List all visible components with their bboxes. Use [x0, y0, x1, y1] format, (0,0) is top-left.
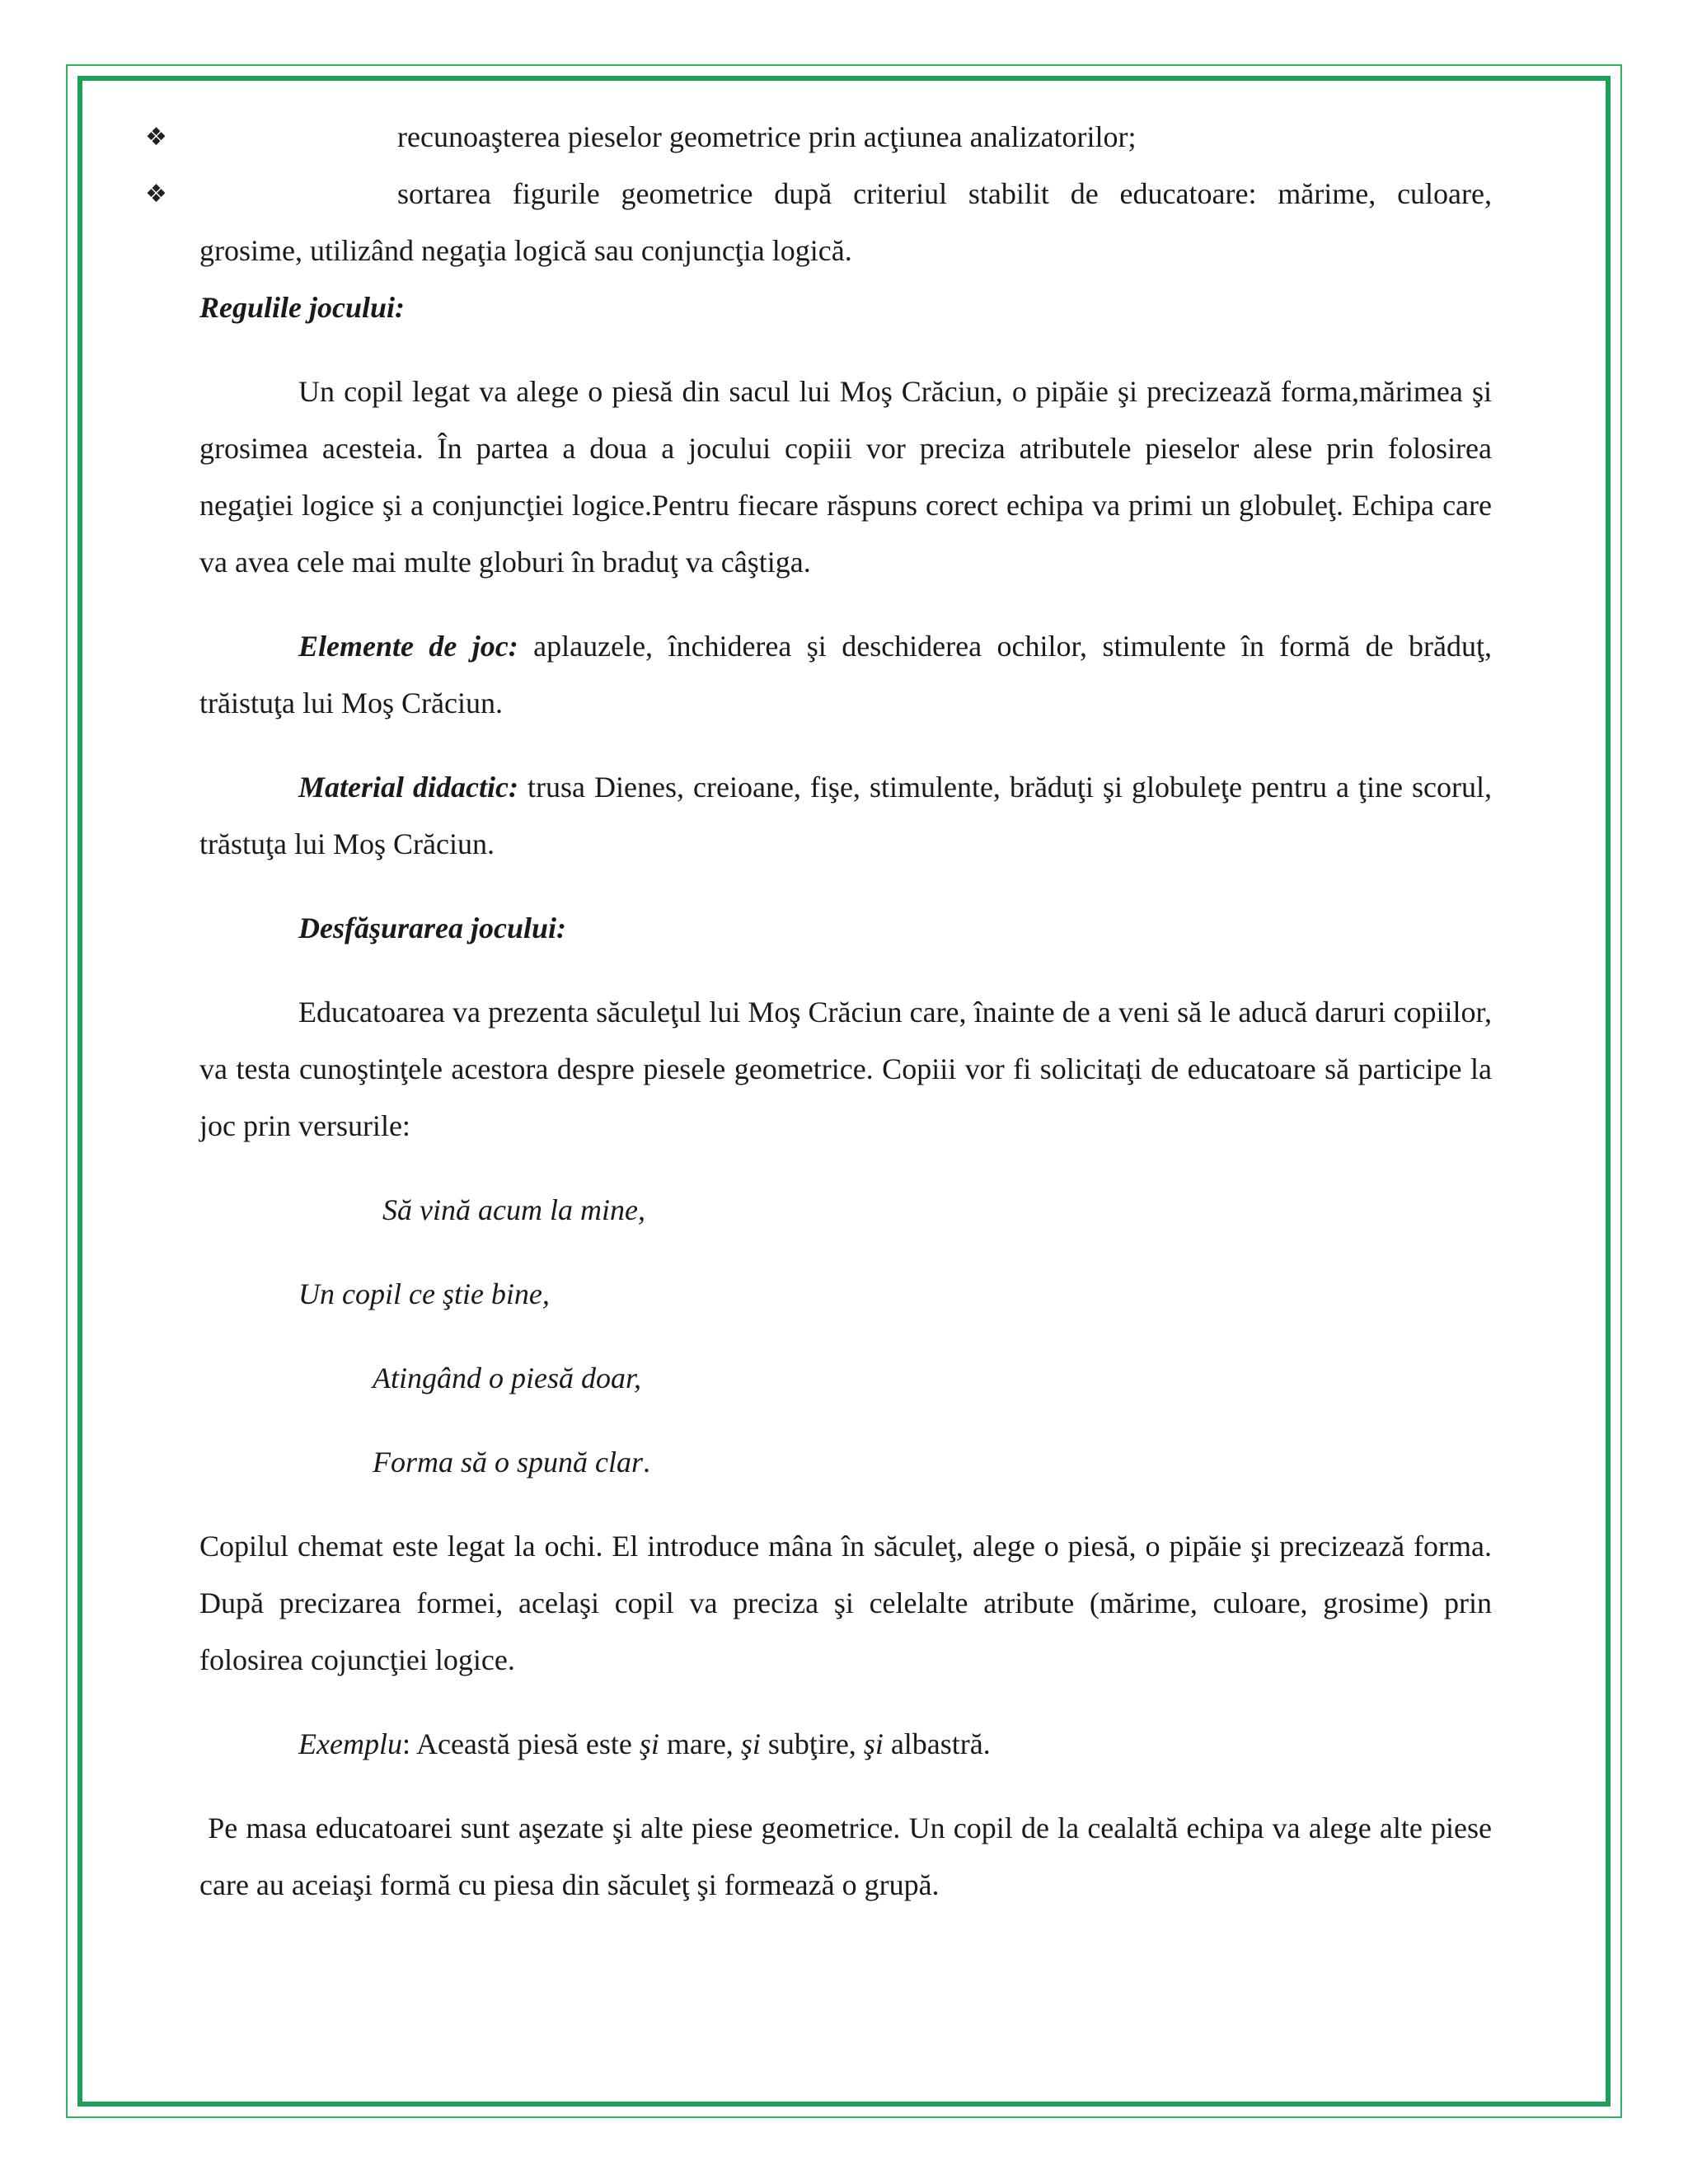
example-paragraph: Exemplu: Această piesă este şi mare, şi subţire, şi albastră. [298, 1727, 991, 1760]
rules-heading: Regulile jocului: [199, 291, 406, 324]
material-text: trusa Dienes, creioane, fişe, stimulente, brăduţi şi globuleţe pentru a ţine scorul, trăstuţa lui Moş Crăciun. [199, 771, 1492, 860]
diamond-bullet-icon: ❖ [145, 123, 167, 152]
elements-label: Elemente de joc: [298, 630, 518, 663]
elements-text: aplauzele, închiderea şi deschiderea ochilor, stimulente în formă de brăduţ, trăistuţa lui Moş Crăciun. [199, 630, 1492, 719]
material-label: Material didactic: [298, 771, 518, 804]
verse-line: Un copil ce ştie bine, [298, 1277, 550, 1310]
bullet-text-continuation: grosime, utilizând negaţia logică sau conjuncţia logică. [199, 234, 852, 267]
bullet-item [145, 166, 1492, 279]
bullet-text: sortarea figurile geometrice după criteriul stabilit de educatoare: mărime, culoare, [397, 177, 1492, 210]
document-body [145, 109, 1499, 1914]
last-paragraph: Pe masa educatoarei sunt aşezate şi alte piese geometrice. Un copil de la cealaltă echipa va alege alte piese care au aceiaşi formă cu piesa din săculeţ şi formează o grupă. [199, 1811, 1499, 1901]
diamond-bullet-icon: ❖ [145, 180, 167, 209]
bullet-text: recunoaşterea pieselor geometrice prin acţiunea analizatorilor; [397, 120, 1137, 153]
copil-paragraph: Copilul chemat este legat la ochi. El introduce mâna în săculeţ, alege o piesă, o pipăie şi precizează forma. După precizarea formei, acelaşi copil va preciza şi celelalte atribute (mărime, culoare, grosime) prin folosirea cojuncţiei logice. [199, 1530, 1492, 1676]
elements-paragraph [199, 618, 1492, 732]
desfasurare-paragraph: Educatoarea va prezenta săculeţul lui Moş Crăciun care, înainte de a veni să le aducă daruri copiilor, va testa cunoştinţele acestora despre piesele geometrice. Copiii vor fi solicitaţi de educatoare să participe la joc prin versurile: [199, 996, 1492, 1142]
desfasurare-heading: Desfăşurarea jocului: [298, 912, 567, 944]
verse-line: Atingând o piesă doar, [373, 1361, 642, 1394]
bullet-item [145, 109, 1492, 166]
material-paragraph [199, 759, 1492, 873]
rules-paragraph: Un copil legat va alege o piesă din sacul lui Moş Crăciun, o pipăie şi precizează forma,mărimea şi grosimea acesteia. În partea a doua a jocului copiii vor preciza atributele pieselor alese prin folosirea negaţiei logice şi a conjuncţiei logice.Pentru fiecare răspuns corect echipa va primi un globuleţ. Echipa care va avea cele mai multe globuri în braduţ va câştiga. [199, 375, 1492, 579]
verse-line-last: Forma să o spună clar. [373, 1446, 651, 1479]
verse-line: Să vină acum la mine, [382, 1193, 645, 1226]
